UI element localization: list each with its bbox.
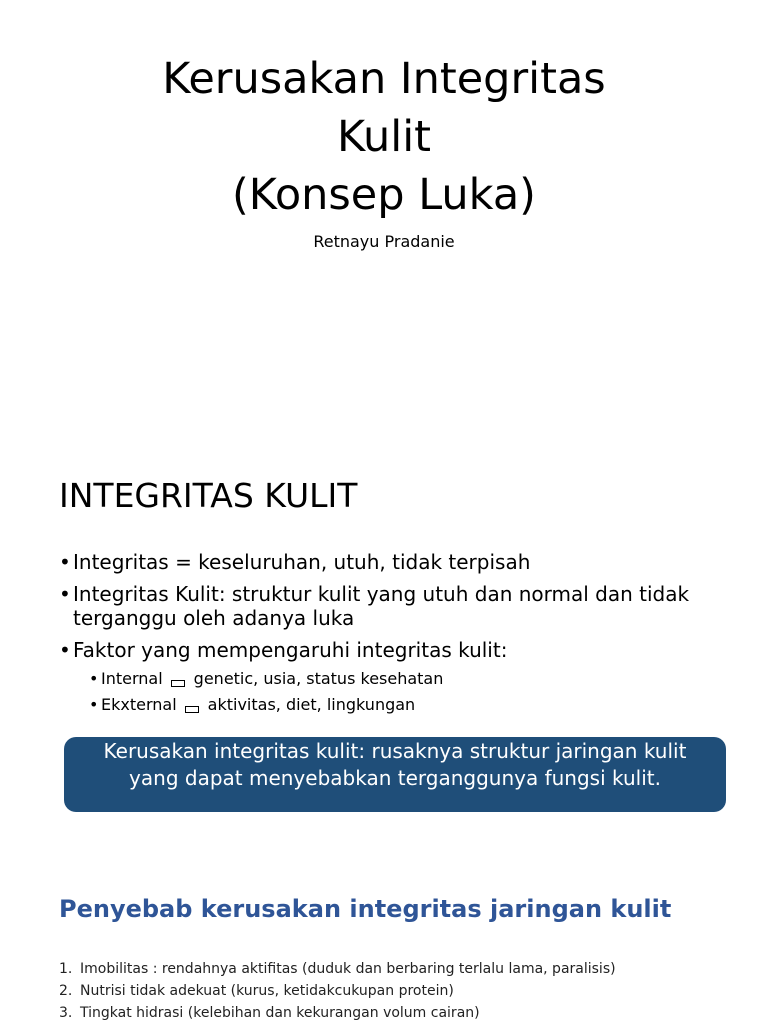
- bullet-list: [59, 550, 749, 726]
- bullet-text: Faktor yang mempengaruhi integritas kulit:: [73, 638, 508, 662]
- bullet-text: Integritas Kulit: struktur kulit yang utuh dan normal dan tidak terganggu oleh adanya luka: [73, 582, 690, 630]
- list-number: 3.: [59, 1005, 73, 1021]
- sub-bullet-item: [89, 692, 749, 718]
- slide-title: [0, 50, 768, 224]
- list-number: 2.: [59, 983, 73, 999]
- list-item: [59, 980, 616, 1002]
- section-heading-integritas: INTEGRITAS KULIT: [59, 476, 358, 515]
- title-line-2: Kulit: [336, 112, 432, 162]
- bullet-item: [59, 638, 749, 718]
- sub-bullet-value: aktivitas, diet, lingkungan: [207, 695, 416, 714]
- sub-bullet-item: [89, 666, 749, 692]
- sub-bullet-list: [73, 666, 749, 718]
- sub-bullet-value: genetic, usia, status kesehatan: [193, 669, 444, 688]
- list-item: [59, 1002, 616, 1024]
- section-heading-penyebab: Penyebab kerusakan integritas jaringan kulit: [59, 895, 672, 923]
- arrow-placeholder-icon: [171, 680, 185, 687]
- bullet-text: Integritas = keseluruhan, utuh, tidak terpisah: [73, 550, 531, 574]
- title-line-3: (Konsep Luka): [232, 170, 536, 220]
- list-text: Tingkat hidrasi (kelebihan dan kekurangan volum cairan): [80, 1005, 480, 1021]
- bullet-item: [59, 582, 749, 630]
- bullet-item: [59, 550, 749, 574]
- sub-bullet-label: Internal: [101, 669, 163, 688]
- list-item: [59, 958, 616, 980]
- list-text: Imobilitas : rendahnya aktifitas (duduk dan berbaring terlalu lama, paralisis): [80, 961, 616, 977]
- list-text: Nutrisi tidak adekuat (kurus, ketidakcukupan protein): [80, 983, 454, 999]
- numbered-list: [59, 958, 616, 1024]
- sub-bullet-label: Ekxternal: [101, 695, 177, 714]
- definition-callout: Kerusakan integritas kulit: rusaknya struktur jaringan kulit yang dapat menyebabkan terganggunya fungsi kulit.: [64, 737, 726, 812]
- author-name: Retnayu Pradanie: [313, 232, 455, 251]
- title-line-1: Kerusakan Integritas: [162, 54, 606, 104]
- list-number: 1.: [59, 961, 73, 977]
- arrow-placeholder-icon: [185, 706, 199, 713]
